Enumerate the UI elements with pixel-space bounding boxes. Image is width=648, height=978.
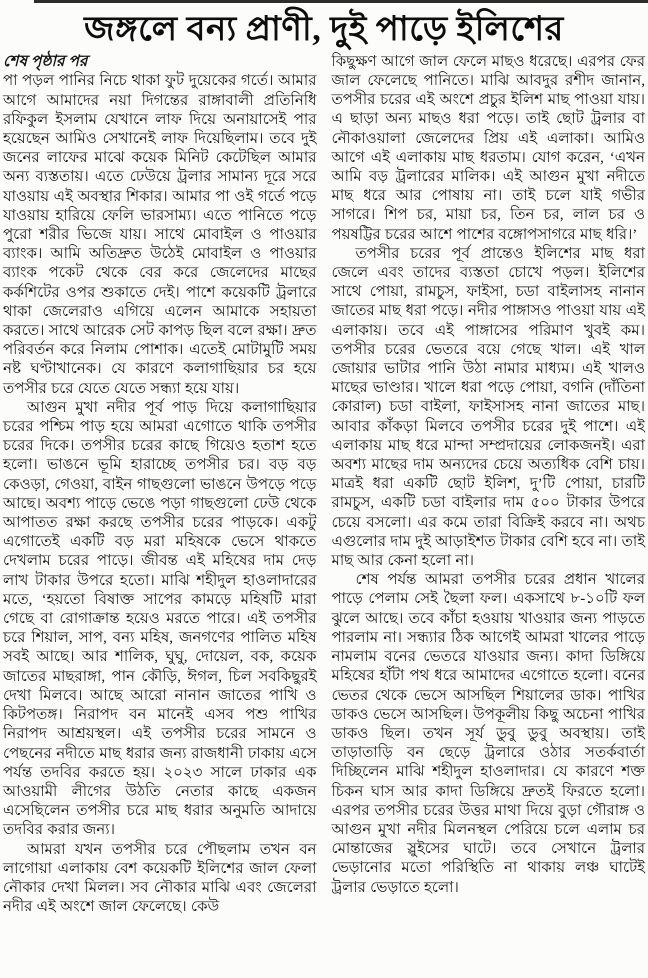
paragraph: আগুন মুখা নদীর পূর্ব পাড় দিয়ে কলাগাছিয়ার চরের পশ্চিম পাড় হয়ে আমরা এগোতে থাকি তপসীর চরের দিকে। তপসীর চরের কাছে গিয়েও হতাশ হতে হলো। ভাঙনে ভূমি হারাচ্ছে তপসীর চর। বড় বড় কেওড়া, গেওয়া, বাইন গাছগুলো ভাঙনে উপড়ে পড়ে আছে। অবশ্য পাড়ে ভেঙে পড়া গাছগুলো ঢেউ থেকে আপাতত রক্ষা করছে তপসীর চরের পাড়কে। একটু এগোতেই একটি বড় মরা মহিষকে ভেসে থাকতে দেখলাম চরের পাড়ে। জীবন্ত এই মহিষের দাম দেড় লাখ টাকার উপরে হতো। মাঝি শহীদুল হাওলাদারের মতে, ‘হয়তো বিষাক্ত সাপের কামড়ে মহিষটি মারা গেছে বা রোগাক্রান্ত হয়েও মরতে পারে। এই তপসীর চরে শিয়াল, সাপ, বন্য মহিষ, জনগণের পালিত মহিষ সবই আছে। আর শালিক, ঘুঘু, দোয়েল, বক, কয়েক জাতের মাছরাঙ্গা, পান কৌড়ি, ঈগল, চিল সবকিছুরই দেখা মিলবে। আছে আরো নানান জাতের পাখি ও কিটপতঙ্গ। নিরাপদ বন মানেই এসব পশু পাখির নিরাপদ আশ্রয়স্থল। এই তপসীর চরের সামনে ও পেছনের নদীতে মাছ ধরার জন্য রাজধানী ঢাকায় এসে পর্যন্ত তদবির করতে হয়। ২০২৩ সালে ঢাকার এক আওয়ামী লীগের উঠতি নেতার কাছে একজন এসেছিলেন তপসীর চরে মাছ ধরার অনুমতি আদায়ে তদবির করার জন্য। <box>3 399 317 839</box>
article-title: জঙ্গলে বন্য প্রাণী, দুই পাড়ে ইলিশের <box>84 11 564 48</box>
paragraph: তপসীর চরের পূর্ব প্রান্তেও ইলিশের মাছ ধরা জেলে এবং তাদের ব্যস্ততা চোখে পড়ল। ইলিশের সাথে পোয়া, রামচুস, ফাইসা, চডা বাইলাসহ নানান জাতের মাছ ধরা পড়ে। নদীর পাঙ্গাসও পাওয়া যায় এই এলাকায়। তবে এই পাঙ্গাসের পরিমাণ খুবই কম। তপসীর চরের ভেতরে বয়ে গেছে খাল। এই খাল জোয়ার ভাটার পানি উঠা নামার মাধ্যম। এই খালও মাছের ভাণ্ডার। খালে ধরা পড়ে পোয়া, বগনি (দাঁতিনা কোরাল) চডা বাইলা, ফাইসাসহ নানা জাতের মাছ। আবার কাঁকড়া মিলবে তপসীর চরের দুই পাশে। এই এলাকায় মাছ ধরে মান্দা সম্প্রদায়ের লোকজনই। এরা অবশ্য মাছের দাম অন্যদের চেয়ে অত্যধিক বেশি চায়। মাত্রই ধরা একটি ছোট ইলিশ, দু’টি পোয়া, চারটি রামচুস, একটি চডা বাইলার দাম ৫০০ টাকার উপরে চেয়ে বসলো। এর কমে তারা বিক্রিই করবে না। অথচ এগুলোর দাম দুই আড়াইশত টাকার বেশি হবে না। তাই মাছ আর কেনা হলো না। <box>331 245 645 570</box>
paragraph: পা পড়ল পানির নিচে থাকা ফুট দুয়েকের গর্তে। আমার আগে আমাদের নয়া দিগন্তের রাঙ্গাবালী প্রতিনিধি রফিকুল ইসলাম যেখানে লাফ দিয়ে অনায়াসেই পার হয়েছেন আমিও সেখানেই লাফ দিয়েছিলাম। তবে দুই জনের লাফের মাঝে কয়েক মিনিট কেটেছিল আমার অন্য ব্যস্ততায়। এতে ঢেউয়ে ট্রলার সামান্য দূরে সরে যাওয়ায় এই অবস্থার শিকার। আমার পা ওই গর্তে পড়ে যাওয়ায় হারিয়ে ফেলি ভারসাম্য। এতে পানিতে পড়ে পুরো শরীর ভিজে যায়। সাথে মোবাইল ও পাওয়ার ব্যাংক। আমি অতিদ্রুত উঠেই মোবাইল ও পাওয়ার ব্যাংক পকেট থেকে বের করে জেলেদের মাছের কর্কশিটের ওপর শুকাতে দেই। পাশে কয়েকটি ট্রলারে থাকা জেলেরাও এগিয়ে এলেন আমাকে সহায়তা করতে। সাথে আরেক সেট কাপড় ছিল বলে রক্ষা। দ্রুত পরিবর্তন করে নিলাম পোশাক। এতেই মোটামুটি সময় নষ্ট ঘণ্টাখানেক। যে কারণে কলাগাছিয়ার চর হয়ে তপসীর চরে যেতে যেতে সন্ধ্যা হয়ে যায়। <box>3 73 317 397</box>
paragraph: আমরা যখন তপসীর চরে পৌছলাম তখন বন লাগোয়া এলাকায় বেশ কয়েকটি ইলিশের জাল ফেলা নৌকার দেখা মিলল। সব নৌকার মাঝি এবং জেলেরা নদীর এই অংশে জাল ফেলেছে। কেউ <box>3 841 317 916</box>
right-column <box>332 53 646 898</box>
paragraph: কিছুক্ষণ আগে জাল ফেলে মাছও ধরেছে। এরপর ফের জাল ফেলেছে পানিতে। মাঝি আবদুর রশীদ জানান, তপসীর চরের এই অংশে প্রচুর ইলিশ মাছ পাওয়া যায়। এ ছাড়া অন্য মাছও ধরা পড়ে। তাই ছোট ট্রলার বা নৌকাওয়ালা জেলেদের প্রিয় এই এলাকা। আমিও আগে এই এলাকায় মাছ ধরতাম। যোগ করেন, ‘এখন আমি বড় ট্রলারের মালিক। এই আগুন মুখা নদীতে মাছ ধরে আর পোষায় না। তাই চলে যাই গভীর সাগরে। শিপ চর, মায়া চর, তিন চর, লাল চর ও পয়ষট্টির চরের আশে পাশের বঙ্গোপসাগরে মাছ ধরি।’ <box>331 53 645 243</box>
left-column <box>3 53 317 918</box>
article-body <box>3 53 645 918</box>
paragraph: শেষ পর্যন্ত আমরা তপসীর চরের প্রধান খালের পাড়ে পেলাম সেই ছৈলা ফল। একসাথে ৮-১০টি ফল ঝুলে আছে। তবে কাঁচা হওয়ায় খাওয়ার জন্য পাড়তে পারলাম না। সন্ধ্যার ঠিক আগেই আমরা খালের পাড়ে নামলাম বনের ভেতরে যাওয়ার জন্য। কাদা ডিঙ্গিয়ে মহিষের হাঁটা পথ ধরে আমাদের এগোতে হলো। বনের ভেতর থেকে ভেসে আসছিল শিয়ালের ডাক। পাখির ডাকও ভেসে আসছিল। উপকূলীয় কিছু অচেনা পাখির ডাকও ছিল। তখন সূর্য ডুবু ডুবু অবস্থায়। তাই তাড়াতাড়ি বন ছেড়ে ট্রলারে ওঠার সতর্কবার্তা দিচ্ছিলেন মাঝি শহীদুল হাওলাদার। যে কারণে শক্ত চিকন ঘাস আর কাদা ডিঙ্গিয়ে দ্রুতই ফিরতে হলো। এরপর তপসীর চরের উত্তর মাথা দিয়ে বুড়া গৌরাঙ্গ ও আগুন মুখা নদীর মিলনস্থল পেরিয়ে চলে এলাম চর মোন্তাজের স্লুইসের ঘাটে। তবে সেখানে ট্রলার ভেড়ানোর মতো পরিস্থিতি না থাকায় লঞ্চ ঘাটেই ট্রলার ভেড়াতে হলো। <box>331 572 645 896</box>
top-crop-line <box>34 0 648 3</box>
continuation-note: শেষ পৃষ্ঠার পর <box>3 52 88 70</box>
